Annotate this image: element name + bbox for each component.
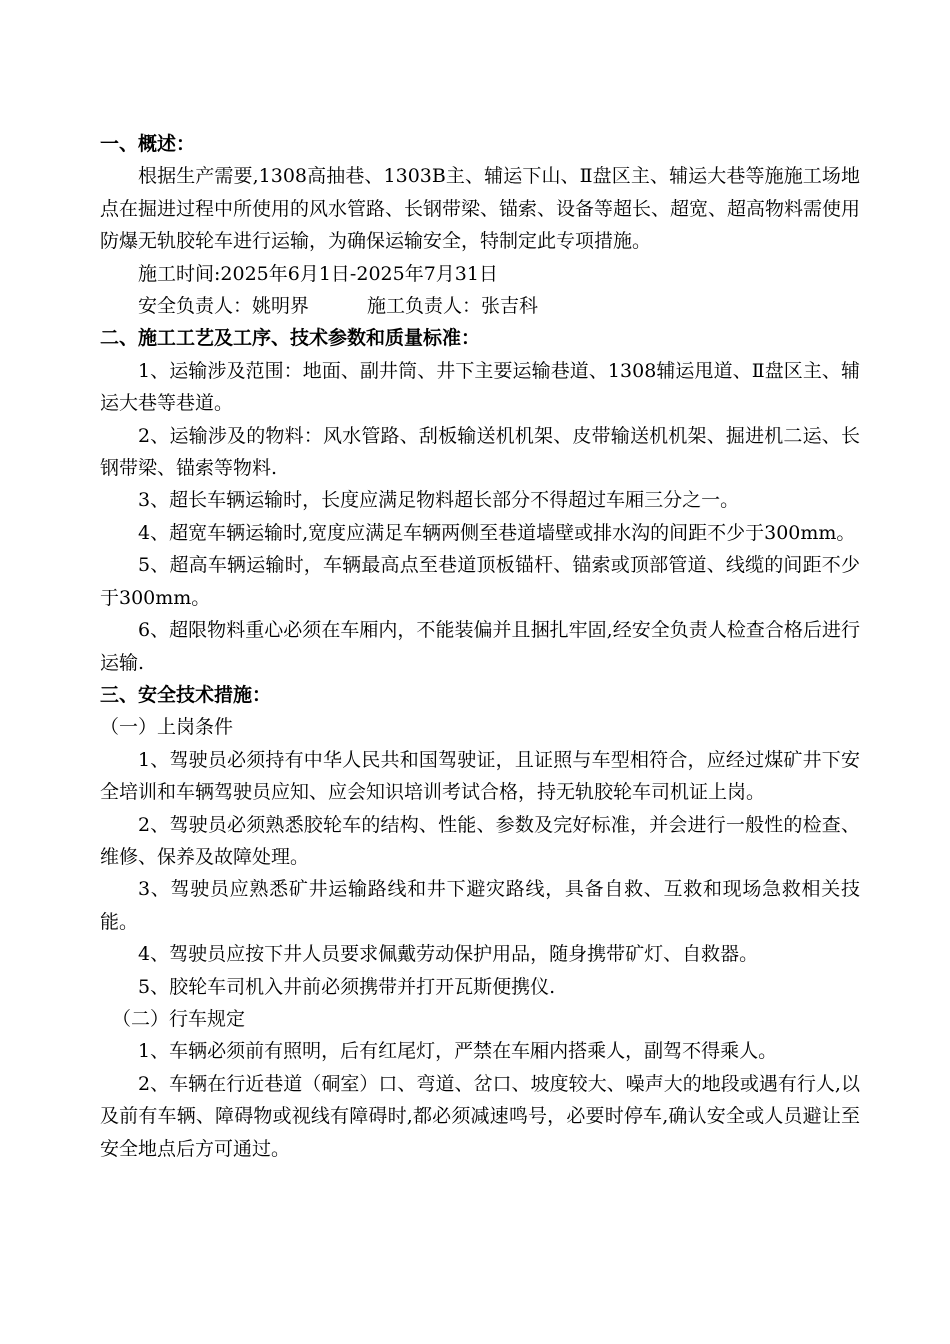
- subsection-1-title: （一）上岗条件: [100, 716, 234, 739]
- list-item: 1、车辆必须前有照明，后有红尾灯，严禁在车厢内搭乘人，副驾不得乘人。: [138, 1040, 778, 1063]
- list-item: 2、运输涉及的物料：风水管路、刮板输送机机架、皮带输送机机架、掘进机二运、长钢带梁、锚索等物料.: [100, 424, 860, 480]
- construction-time: 施工时间:2025年6月1日-2025年7月31日: [138, 262, 498, 285]
- list-item: 5、超高车辆运输时，车辆最高点至巷道顶板锚杆、锚索或顶部管道、线缆的间距不少于300mm。: [100, 554, 860, 609]
- list-item: 4、超宽车辆运输时,宽度应满足车辆两侧至巷道墙壁或排水沟的间距不少于300mm。: [138, 521, 856, 544]
- safety-responsible: 安全负责人：姚明界: [138, 295, 310, 318]
- section-2-title: 二、施工工艺及工序、技术参数和质量标准：: [100, 327, 481, 350]
- section-1-paragraph: 根据生产需要,1308高抽巷、1303B主、辅运下山、Ⅱ盘区主、辅运大巷等施施工场地点在掘进过程中所使用的风水管路、长钢带梁、锚索、设备等超长、超宽、超高物料需使用防爆无轨胶轮车进行运输，为确保运输安全，特制定此专项措施。: [100, 165, 861, 253]
- list-item: 1、运输涉及范围：地面、副井筒、井下主要运输巷道、1308辅运甩道、Ⅱ盘区主、辅运大巷等巷道。: [100, 359, 860, 415]
- list-item: 2、驾驶员必须熟悉胶轮车的结构、性能、参数及完好标准，并会进行一般性的检查、维修、保养及故障处理。: [100, 813, 860, 868]
- section-1-title: 一、概述：: [100, 133, 196, 155]
- document-page: [100, 128, 860, 1165]
- construction-responsible: 施工负责人：张吉科: [367, 295, 539, 318]
- list-item: 1、驾驶员必须持有中华人民共和国驾驶证，且证照与车型相符合，应经过煤矿井下安全培训和车辆驾驶员应知、应会知识培训考试合格，持无轨胶轮车司机证上岗。: [100, 748, 860, 804]
- list-item: 5、胶轮车司机入井前必须携带并打开瓦斯便携仪.: [138, 975, 556, 998]
- list-item: 6、超限物料重心必须在车厢内，不能装偏并且捆扎牢固,经安全负责人检查合格后进行运输.: [100, 619, 860, 674]
- section-3-title: 三、安全技术措施：: [100, 683, 272, 706]
- list-item: 3、超长车辆运输时，长度应满足物料超长部分不得超过车厢三分之一。: [138, 489, 740, 512]
- subsection-2-title: （二）行车规定: [112, 1007, 246, 1030]
- list-item: 4、驾驶员应按下井人员要求佩戴劳动保护用品，随身携带矿灯、自救器。: [138, 943, 759, 966]
- list-item: 2、车辆在行近巷道（硐室）口、弯道、岔口、坡度较大、噪声大的地段或遇有行人,以及前有车辆、障碍物或视线有障碍时,都必须减速鸣号，必要时停车,确认安全或人员避让至安全地点后方可通过。: [100, 1072, 860, 1160]
- list-item: 3、驾驶员应熟悉矿井运输路线和井下避灾路线，具备自救、互救和现场急救相关技能。: [100, 878, 860, 933]
- responsible-persons: [100, 290, 860, 322]
